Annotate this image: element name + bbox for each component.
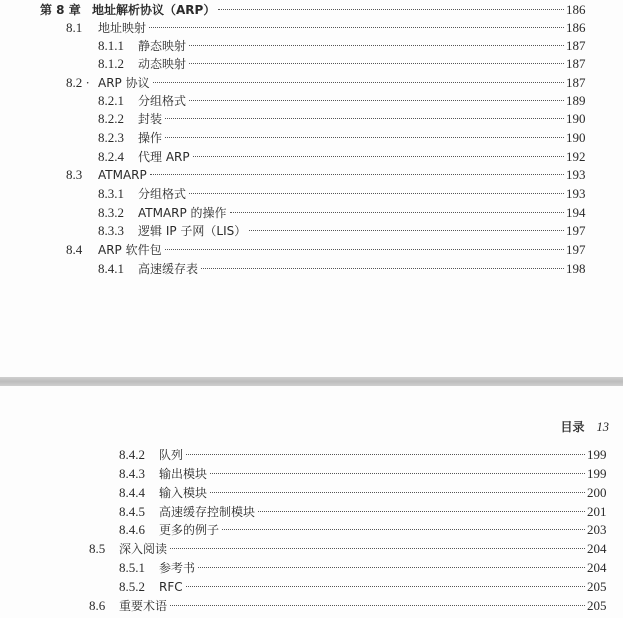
section-title: ATMARP — [98, 168, 147, 182]
dot-leader — [201, 268, 564, 269]
toc-entry-8-2-4 — [98, 148, 588, 166]
toc-entry-8-4-5 — [119, 503, 609, 521]
section-title: 静态映射 — [138, 39, 187, 53]
toc-entry-8-4-2 — [119, 446, 609, 464]
dot-leader — [165, 249, 564, 250]
section-number: 8.2.2 — [98, 111, 124, 126]
dot-leader — [165, 137, 564, 138]
toc-entry-8-3-3 — [98, 222, 588, 240]
page-number: 199 — [587, 447, 607, 462]
toc-entry-8-6 — [89, 597, 609, 615]
section-number: 8.2.3 — [98, 130, 124, 145]
page-number: 201 — [587, 504, 607, 519]
toc-entry-8-3-1 — [98, 185, 588, 203]
section-title: 封装 — [138, 112, 163, 126]
page-number: 197 — [566, 242, 586, 257]
dot-leader — [150, 174, 564, 175]
running-header-label: 目录 — [560, 420, 585, 434]
page-number: 203 — [587, 522, 607, 537]
toc-entry-8-3 — [66, 166, 588, 184]
section-title: 地址映射 — [98, 21, 147, 35]
dot-leader — [186, 454, 585, 455]
dot-leader — [170, 548, 585, 549]
page-number: 187 — [566, 38, 586, 53]
section-title: 分组格式 — [138, 94, 187, 108]
toc-entry-8-1-2 — [98, 55, 588, 73]
section-number: 8.4.4 — [119, 485, 145, 500]
page-number: 200 — [587, 485, 607, 500]
page-number: 192 — [566, 149, 586, 164]
section-number: 8.5 — [89, 541, 106, 556]
running-header — [560, 418, 609, 435]
section-title: 参考书 — [159, 561, 196, 575]
section-title: 逻辑 IP 子网（LIS） — [138, 224, 247, 238]
section-number: 8.1.1 — [98, 38, 124, 53]
dot-leader — [210, 473, 585, 474]
section-number: 8.3.3 — [98, 223, 124, 238]
dot-leader — [186, 586, 585, 587]
section-number: 8.4.5 — [119, 504, 145, 519]
section-title: 更多的例子 — [159, 523, 220, 537]
dot-leader — [222, 529, 585, 530]
section-number: 8.2.4 — [98, 149, 124, 164]
dot-leader — [165, 118, 564, 119]
dot-leader — [249, 230, 564, 231]
toc-entry-8-5-2 — [119, 578, 609, 596]
dot-leader — [258, 511, 585, 512]
section-title: 分组格式 — [138, 187, 187, 201]
section-title: ARP 软件包 — [98, 243, 162, 257]
dot-leader — [193, 156, 564, 157]
section-number: 8.3.2 — [98, 205, 124, 220]
dot-leader — [149, 27, 564, 28]
toc-entry-8-4-3 — [119, 465, 609, 483]
section-title: 重要术语 — [119, 599, 168, 613]
section-number: 8.4.3 — [119, 466, 145, 481]
page-number: 187 — [566, 56, 586, 71]
page-number: 199 — [587, 466, 607, 481]
section-number: 8.4.2 — [119, 447, 145, 462]
page-number: 190 — [566, 130, 586, 145]
dot-leader — [170, 605, 585, 606]
toc-entry-8-4-1 — [98, 260, 588, 278]
toc-entry-8-5 — [89, 540, 609, 558]
chapter-number: 第 8 章 — [40, 3, 81, 17]
page-number: 198 — [566, 261, 586, 276]
section-number: 8.1 — [66, 20, 83, 35]
dot-leader — [189, 63, 564, 64]
toc-entry-8-2-3 — [98, 129, 588, 147]
section-number: 8.2 · — [66, 75, 90, 90]
toc-chapter-row — [40, 1, 588, 19]
section-title: 操作 — [138, 131, 163, 145]
page-number: 205 — [587, 579, 607, 594]
page-number: 197 — [566, 223, 586, 238]
section-title: 代理 ARP — [138, 150, 190, 164]
toc-entry-8-3-2 — [98, 204, 588, 222]
page-divider — [0, 377, 623, 386]
page-number: 190 — [566, 111, 586, 126]
section-title: ARP 协议 — [98, 76, 150, 90]
section-title: 输出模块 — [159, 467, 208, 481]
dot-leader — [210, 492, 585, 493]
page-number: 205 — [587, 598, 607, 613]
page-number: 204 — [587, 541, 607, 556]
section-number: 8.4.6 — [119, 522, 145, 537]
section-number: 8.3 — [66, 167, 83, 182]
chapter-title: 地址解析协议（ARP） — [92, 3, 216, 17]
section-number: 8.6 — [89, 598, 106, 613]
toc-entry-8-1 — [66, 19, 588, 37]
toc-entry-8-2-1 — [98, 92, 588, 110]
section-number: 8.5.1 — [119, 560, 145, 575]
dot-leader — [189, 193, 564, 194]
toc-entry-8-5-1 — [119, 559, 609, 577]
section-number: 8.5.2 — [119, 579, 145, 594]
page-number: 189 — [566, 93, 586, 108]
dot-leader — [153, 82, 564, 83]
dot-leader — [198, 567, 585, 568]
page-number: 186 — [566, 2, 586, 17]
dot-leader — [189, 45, 564, 46]
toc-entry-8-4 — [66, 241, 588, 259]
toc-entry-8-1-1 — [98, 37, 588, 55]
dot-leader — [189, 100, 564, 101]
section-title: RFC — [159, 580, 183, 594]
section-title: 动态映射 — [138, 57, 187, 71]
section-number: 8.2.1 — [98, 93, 124, 108]
page-number: 194 — [566, 205, 586, 220]
page-number: 193 — [566, 186, 586, 201]
page-number: 204 — [587, 560, 607, 575]
section-title: 输入模块 — [159, 486, 208, 500]
section-title: 高速缓存表 — [138, 262, 199, 276]
page-number: 193 — [566, 167, 586, 182]
section-number: 8.1.2 — [98, 56, 124, 71]
page-number: 186 — [566, 20, 586, 35]
section-title: ATMARP 的操作 — [138, 206, 227, 220]
section-title: 深入阅读 — [119, 542, 168, 556]
dot-leader — [218, 9, 564, 10]
running-header-page-number: 13 — [596, 420, 609, 434]
toc-entry-8-4-4 — [119, 484, 609, 502]
section-title: 高速缓存控制模块 — [159, 505, 256, 519]
toc-entry-8-4-6 — [119, 521, 609, 539]
toc-entry-8-2 — [66, 74, 588, 92]
section-number: 8.3.1 — [98, 186, 124, 201]
toc-entry-8-2-2 — [98, 110, 588, 128]
section-number: 8.4 — [66, 242, 83, 257]
page-number: 187 — [566, 75, 586, 90]
section-number: 8.4.1 — [98, 261, 124, 276]
dot-leader — [230, 212, 564, 213]
section-title: 队列 — [159, 448, 184, 462]
